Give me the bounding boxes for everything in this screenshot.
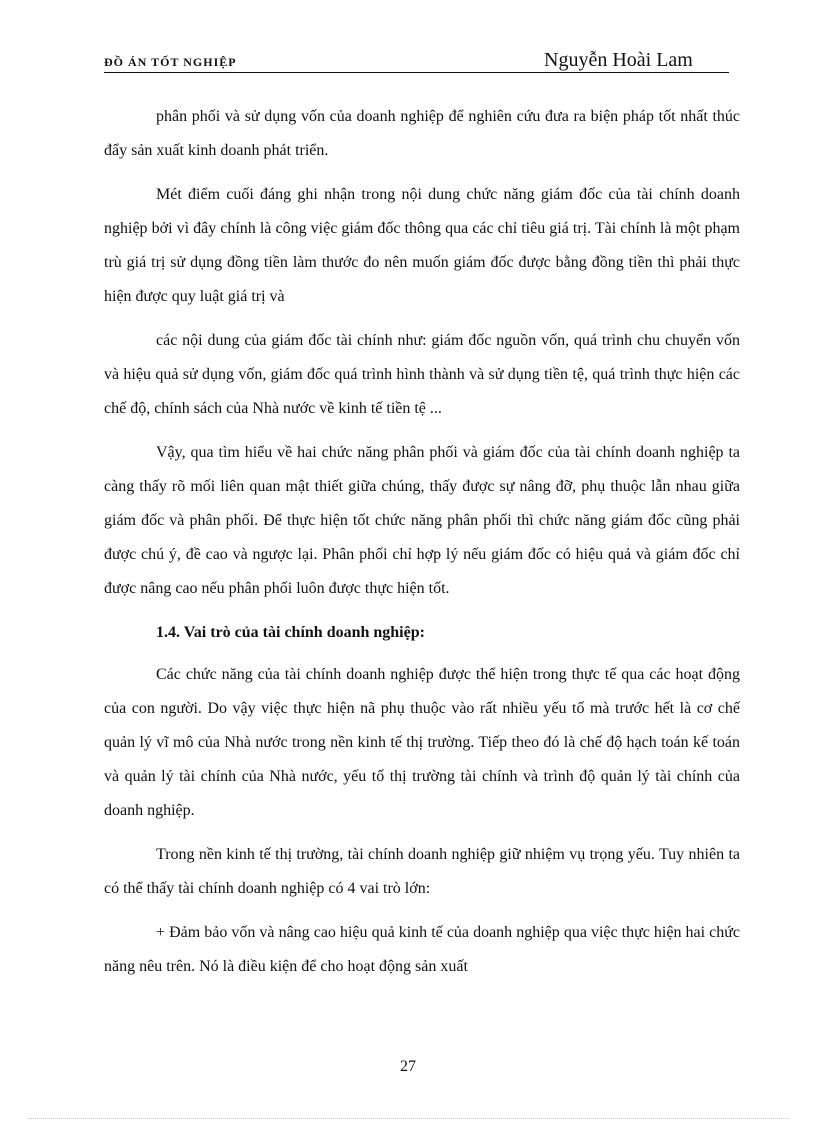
paragraph-3: các nội dung của giám đốc tài chính như: giám đốc nguồn vốn, quá trình chu chuyển vốn và hiệu quả sử dụng vốn, giám đốc quá trình hình thành và sử dụng tiền tệ, quá trình thực hiện các chế độ, chính sách của Nhà nước về kinh tế tiền tệ ... xyxy=(104,332,740,417)
page-bottom-divider xyxy=(28,1118,788,1119)
page-number: 27 xyxy=(400,1058,416,1075)
paragraph-1: phân phối và sử dụng vốn của doanh nghiệp để nghiên cứu đưa ra biện pháp tốt nhất thúc đẩy sản xuất kinh doanh phát triển. xyxy=(104,108,740,159)
section-paragraph-3: + Đảm bảo vốn và nâng cao hiệu quả kinh tế của doanh nghiệp qua việc thực hiện hai chức năng nêu trên. Nó là điều kiện để cho hoạt động sản xuất xyxy=(104,924,740,975)
section-paragraph-1: Các chức năng của tài chính doanh nghiệp được thể hiện trong thực tế qua các hoạt động của con người. Do vậy việc thực hiện nã phụ thuộc vào rất nhiều yếu tố mà trước hết là cơ chế quản lý vĩ mô của Nhà nước trong nền kinh tế thị trường. Tiếp theo đó là chế độ hạch toán kế toán và quản lý tài chính của Nhà nước, yếu tố thị trường tài chính và trình độ quản lý tài chính của doanh nghiệp. xyxy=(104,666,740,819)
paragraph-2: Mét điểm cuối đáng ghi nhận trong nội dung chức năng giám đốc của tài chính doanh nghiệp bởi vì đây chính là công việc giám đốc thông qua các chỉ tiêu giá trị. Tài chính là một phạm trù giá trị sử dụng đồng tiền làm thước đo nên muốn giám đốc được bằng đồng tiền thì phải thực hiện được quy luật giá trị và xyxy=(104,186,740,305)
section-heading: 1.4. Vai trò của tài chính doanh nghiệp: xyxy=(156,624,425,641)
page-body xyxy=(104,100,740,994)
section-paragraph-2: Trong nền kinh tế thị trường, tài chính doanh nghiệp giữ nhiệm vụ trọng yếu. Tuy nhiên ta có thể thấy tài chính doanh nghiệp có 4 vai trò lớn: xyxy=(104,846,740,897)
header-author: Nguyễn Hoài Lam xyxy=(544,49,693,71)
header-divider xyxy=(104,72,729,73)
paragraph-4: Vậy, qua tìm hiểu về hai chức năng phân phối và giám đốc của tài chính doanh nghiệp ta càng thấy rõ mối liên quan mật thiết giữa chúng, thấy được sự nâng đỡ, phụ thuộc lẫn nhau giữa giám đốc và phân phối. Để thực hiện tốt chức năng phân phối thì chức năng giám đốc cũng phải được chú ý, đề cao và ngược lại. Phân phối chỉ hợp lý nếu giám đốc có hiệu quả và giám đốc chỉ được nâng cao nếu phân phối luôn được thực hiện tốt. xyxy=(104,444,740,597)
header-title: ĐỒ ÁN TỐT NGHIỆP xyxy=(104,55,237,69)
